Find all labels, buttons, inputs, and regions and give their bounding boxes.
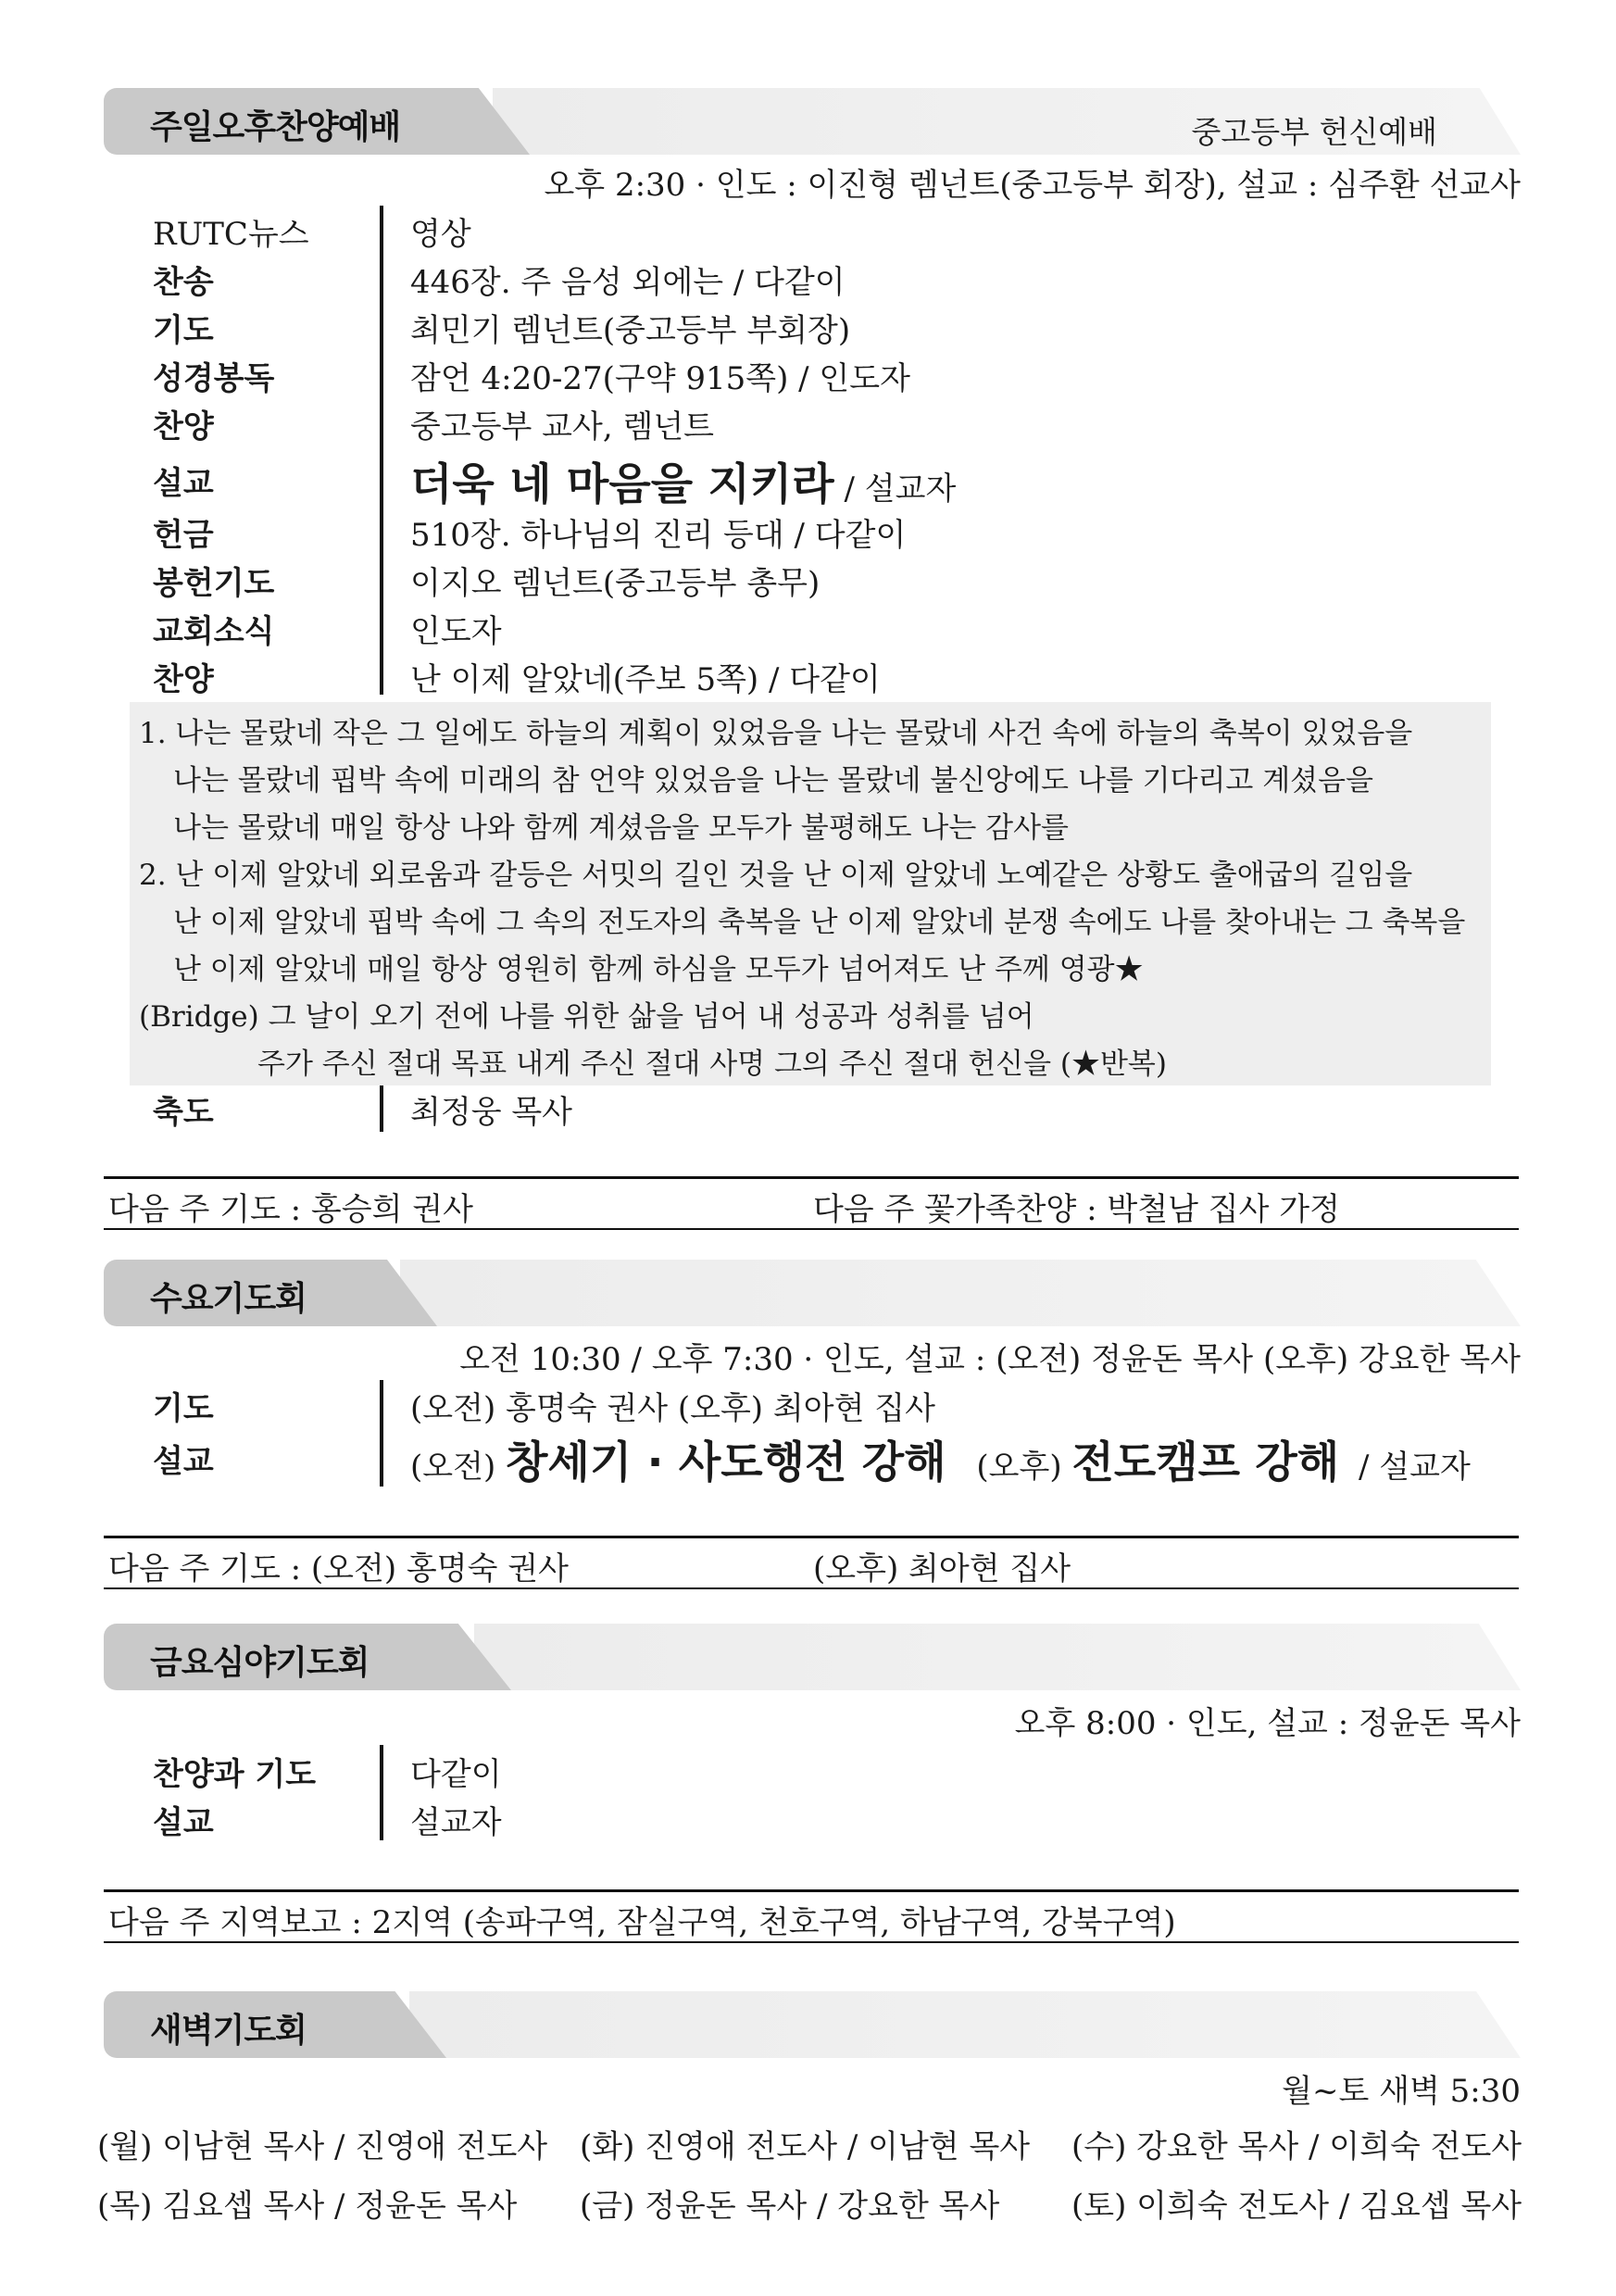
- row-label: 찬양: [153, 661, 214, 698]
- row-label: 찬양과 기도: [153, 1756, 317, 1793]
- friday-title: 금요심야기도회: [150, 1644, 370, 1682]
- row-value: 난 이제 알았네(주보 5쪽) / 다같이: [410, 661, 881, 698]
- lyric-line: 나는 몰랐네 핍박 속에 미래의 참 언약 있었음을 나는 몰랐네 불신앙에도 나를 기다리고 계셨음을: [173, 764, 1373, 797]
- next-flower: 다음 주 꽃가족찬양 : 박철남 집사 가정: [813, 1191, 1340, 1228]
- dawn-title: 새벽기도회: [150, 2012, 307, 2050]
- row-value: 이지오 렘넌트(중고등부 총무): [410, 565, 821, 602]
- next-region-report: 다음 주 지역보고 : 2지역 (송파구역, 잠실구역, 천호구역, 하남구역, 강북구역): [108, 1904, 1176, 1941]
- divider: [104, 1176, 1519, 1179]
- sunday-time: 오후 2:30 · 인도 : 이진형 렘넌트(중고등부 회장), 설교 : 심주환 선교사: [544, 167, 1521, 204]
- row-label: 봉헌기도: [153, 565, 275, 602]
- sermon-am-title: 창세기 · 사도행전 강해: [506, 1437, 946, 1488]
- dawn-schedule-item: (수) 강요한 목사 / 이희숙 전도사: [1071, 2128, 1522, 2165]
- divider: [104, 1941, 1519, 1943]
- row-label: 설교: [153, 1443, 214, 1480]
- next-prayer-am: 다음 주 기도 : (오전) 홍명숙 권사: [108, 1550, 569, 1587]
- sunday-title: 주일오후찬양예배: [150, 108, 401, 146]
- dawn-time: 월~토 새벽 5:30: [1282, 2073, 1521, 2110]
- row-value: 설교자: [410, 1804, 502, 1841]
- row-value: 최정웅 목사: [410, 1094, 573, 1131]
- sermon-am-prefix: (오전): [410, 1449, 507, 1486]
- divider: [104, 1889, 1519, 1892]
- row-value: 446장. 주 음성 외에는 / 다같이: [410, 264, 846, 301]
- row-label: 축도: [153, 1094, 214, 1131]
- friday-time: 오후 8:00 · 인도, 설교 : 정윤돈 목사: [1014, 1705, 1521, 1742]
- lyric-line: 2. 난 이제 알았네 외로움과 갈등은 서밋의 길인 것을 난 이제 알았네 노예같은 상황도 출애굽의 길임을: [139, 859, 1413, 892]
- row-value: 다같이: [410, 1756, 502, 1793]
- lyric-line: (Bridge) 그 날이 오기 전에 나를 위한 삶을 넘어 내 성공과 성취를 넘어: [139, 1000, 1034, 1034]
- dawn-schedule-item: (화) 진영애 전도사 / 이남현 목사: [580, 2128, 1031, 2165]
- row-label: 기도: [153, 312, 214, 349]
- wednesday-section-header: [104, 1260, 1521, 1326]
- next-prayer-pm: (오후) 최아현 집사: [813, 1550, 1071, 1587]
- lyric-line: 난 이제 알았네 핍박 속에 그 속의 전도자의 축복을 난 이제 알았네 분쟁 속에도 나를 찾아내는 그 축복을: [173, 906, 1466, 939]
- row-value: 인도자: [410, 613, 502, 650]
- divider: [104, 1587, 1519, 1589]
- row-label: RUTC뉴스: [153, 216, 309, 253]
- lyric-line: 난 이제 알았네 매일 항상 영원히 함께 하심을 모두가 넘어져도 난 주께 영광★: [173, 953, 1144, 986]
- row-value: 잠언 4:20-27(구약 915쪽) / 인도자: [410, 360, 910, 397]
- row-label: 성경봉독: [153, 360, 275, 397]
- lyric-line: 주가 주신 절대 목표 내게 주신 절대 사명 그의 주신 절대 헌신을 (★반복): [257, 1048, 1167, 1081]
- dawn-schedule-item: (토) 이희숙 전도사 / 김요셉 목사: [1071, 2188, 1522, 2225]
- next-prayer: 다음 주 기도 : 홍승희 권사: [108, 1191, 473, 1228]
- lyric-line: 나는 몰랐네 매일 항상 나와 함께 계셨음을 모두가 불평해도 나는 감사를: [173, 811, 1069, 845]
- dawn-section-header: [104, 1991, 1521, 2058]
- row-value: (오전) 홍명숙 권사 (오후) 최아현 집사: [410, 1390, 935, 1427]
- row-value: 중고등부 교사, 렘넌트: [410, 408, 715, 445]
- row-label: 찬양: [153, 408, 214, 445]
- sermon-suffix: / 설교자: [1359, 1449, 1471, 1486]
- sunday-section-header: [104, 88, 1521, 155]
- row-label: 설교: [153, 1804, 214, 1841]
- dawn-schedule-item: (목) 김요셉 목사 / 정윤돈 목사: [97, 2188, 518, 2225]
- dawn-schedule-item: (월) 이남현 목사 / 진영애 전도사: [97, 2128, 548, 2165]
- row-label: 교회소식: [153, 613, 275, 650]
- dawn-schedule-item: (금) 정윤돈 목사 / 강요한 목사: [580, 2188, 1000, 2225]
- divider: [104, 1228, 1519, 1230]
- sermon-pm-title: 전도캠프 강해: [1071, 1437, 1340, 1488]
- lyrics-box: [130, 702, 1491, 1085]
- divider: [104, 1536, 1519, 1538]
- friday-section-header: [104, 1624, 1521, 1690]
- sermon-suffix: / 설교자: [833, 470, 957, 508]
- row-label: 헌금: [153, 517, 214, 554]
- wednesday-time: 오전 10:30 / 오후 7:30 · 인도, 설교 : (오전) 정윤돈 목사 (오후) 강요한 목사: [459, 1341, 1521, 1378]
- row-label: 찬송: [153, 264, 214, 301]
- row-value: 510장. 하나님의 진리 등대 / 다같이: [410, 517, 907, 554]
- sermon-pm-prefix: (오후): [976, 1449, 1072, 1486]
- sunday-subtitle: 중고등부 헌신예배: [1191, 114, 1437, 150]
- lyric-line: 1. 나는 몰랐네 작은 그 일에도 하늘의 계획이 있었음을 나는 몰랐네 사건 속에 하늘의 축복이 있었음을: [139, 717, 1413, 750]
- row-value: 영상: [410, 216, 471, 253]
- wednesday-title: 수요기도회: [150, 1280, 307, 1318]
- sermon-title: 더욱 네 마음을 지키라: [410, 459, 834, 510]
- row-label: 설교: [153, 465, 214, 502]
- row-label: 기도: [153, 1390, 214, 1427]
- row-value: 최민기 렘넌트(중고등부 부회장): [410, 312, 851, 349]
